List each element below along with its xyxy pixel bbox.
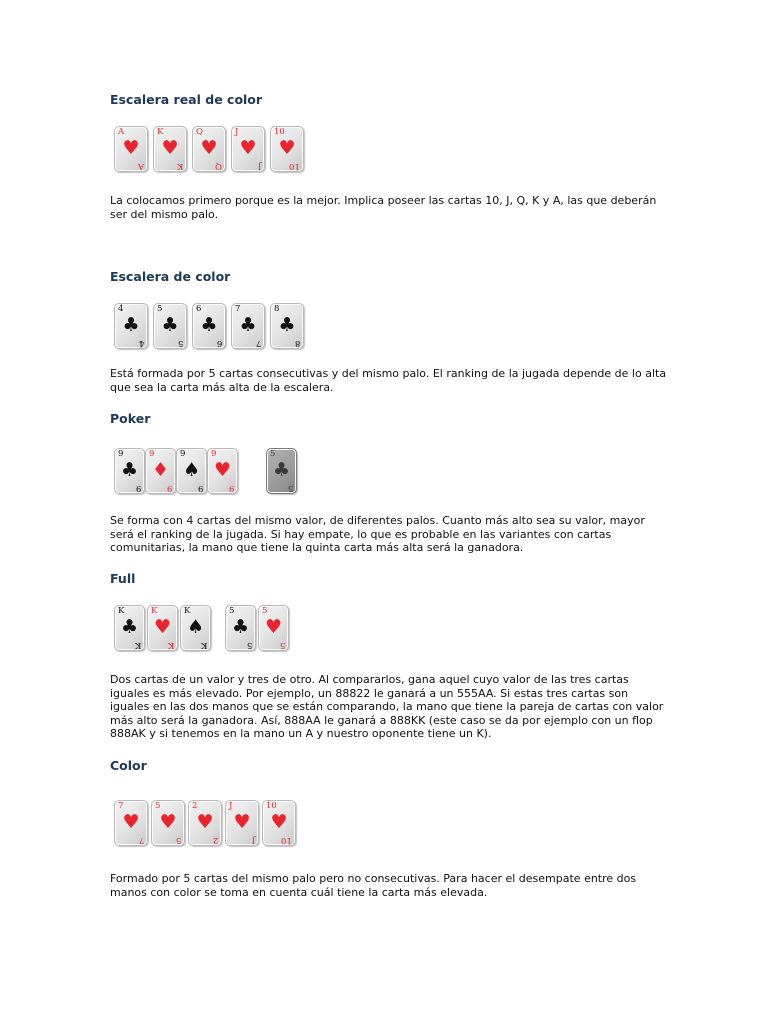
section-text: Dos cartas de un valor y tres de otro. Al compararlos, gana aquel cuyo valor de las tres cartas iguales es más elevado. Por ejemplo, un 88822 le ganará a un 555AA. Si estas tres cartas son iguales en las dos manos que se están comparando, la mano que tiene la pareja de cartas con valor más alto será la ganadora. Así, 888AA le ganará a 888KK (este caso se da por ejemplo con un flop 888AK y si tenemos en la mano un A y nuestro oponente tiene un K). — [110, 673, 664, 740]
card-rank: 4 — [138, 338, 144, 348]
card-rank: 9 — [118, 449, 124, 459]
section-title: Escalera real de color — [110, 92, 263, 107]
card-rank: 6 — [196, 304, 202, 314]
card-rank: 10 — [274, 127, 285, 137]
playing-card — [225, 605, 256, 651]
club-icon: ♣ — [120, 459, 139, 481]
playing-card — [207, 448, 238, 494]
playing-card — [114, 448, 145, 494]
card-rank: 5 — [155, 801, 161, 811]
playing-card — [188, 800, 222, 846]
card-row — [114, 303, 304, 349]
card-rank: 9 — [135, 483, 141, 493]
card-rank: K — [176, 161, 183, 171]
card-rank: 6 — [216, 338, 222, 348]
card-rank: K — [134, 640, 141, 650]
heart-icon: ♥ — [122, 811, 140, 833]
club-icon: ♣ — [122, 314, 140, 336]
section-title: Poker — [110, 411, 151, 426]
section-text: Está formada por 5 cartas consecutivas y del mismo palo. El ranking de la jugada depende de lo alta que sea la carta más alta de la escalera. — [110, 367, 667, 394]
card-rank: J — [257, 161, 261, 171]
section-text: La colocamos primero porque es la mejor. Implica poseer las cartas 10, J, Q, K y A, las que deberán ser del mismo palo. — [110, 194, 657, 221]
card-rank: 9 — [228, 483, 234, 493]
card-rank: 5 — [175, 835, 181, 845]
club-icon: ♣ — [278, 314, 296, 336]
heart-icon: ♥ — [159, 811, 177, 833]
card-rank: 9 — [149, 449, 155, 459]
card-rank: 9 — [166, 483, 172, 493]
playing-card — [192, 126, 226, 172]
card-rank: 5 — [157, 304, 163, 314]
card-rank: 5 — [262, 606, 268, 616]
section-title: Full — [110, 571, 136, 586]
card-rank: 4 — [118, 304, 124, 314]
playing-card — [153, 303, 187, 349]
section-text: Formado por 5 cartas del mismo palo pero no consecutivas. Para hacer el desempate entre dos manos con color se toma en cuenta cuál tiene la carta más elevada. — [110, 872, 637, 899]
playing-card — [192, 303, 226, 349]
card-rank: 5 — [287, 483, 293, 493]
card-rank: 8 — [294, 338, 300, 348]
club-icon: ♣ — [272, 459, 291, 481]
section-text: Se forma con 4 cartas del mismo valor, de diferentes palos. Cuanto más alto sea su valor, mayor será el ranking de la jugada. Si hay empate, lo que es probable en las variantes con cartas comunitarias, la mano que tiene la quinta carta más alta será la ganadora. — [110, 514, 645, 554]
card-rank: 5 — [279, 640, 285, 650]
card-rank: 5 — [270, 449, 276, 459]
card-rank: 9 — [197, 483, 203, 493]
card-rank: Q — [215, 161, 222, 171]
playing-card — [145, 448, 176, 494]
card-rank: 7 — [138, 835, 144, 845]
heart-icon: ♥ — [196, 811, 214, 833]
card-rank: K — [200, 640, 207, 650]
card-rank: K — [118, 606, 125, 616]
card-row — [114, 605, 304, 651]
card-rank: 10 — [289, 161, 300, 171]
spade-icon: ♠ — [186, 616, 205, 638]
card-rank: K — [184, 606, 191, 616]
playing-card — [231, 126, 265, 172]
card-row — [114, 448, 304, 494]
card-rank: 10 — [281, 835, 292, 845]
card-rank: 5 — [177, 338, 183, 348]
playing-card — [225, 800, 259, 846]
card-rank: 7 — [235, 304, 241, 314]
heart-icon: ♥ — [153, 616, 172, 638]
card-rank: 5 — [229, 606, 235, 616]
playing-card — [270, 126, 304, 172]
heart-icon: ♥ — [233, 811, 251, 833]
card-rank: A — [118, 127, 125, 137]
card-rank: Q — [196, 127, 203, 137]
club-icon: ♣ — [200, 314, 218, 336]
playing-card — [114, 126, 148, 172]
playing-card — [114, 605, 145, 651]
club-icon: ♣ — [231, 616, 250, 638]
spade-icon: ♠ — [182, 459, 201, 481]
heart-icon: ♥ — [270, 811, 288, 833]
heart-icon: ♥ — [278, 137, 296, 159]
playing-card — [258, 605, 289, 651]
playing-card — [270, 303, 304, 349]
section-title: Color — [110, 758, 147, 773]
card-rank: 7 — [255, 338, 261, 348]
section-title: Escalera de color — [110, 269, 231, 284]
card-rank: A — [137, 161, 144, 171]
playing-card — [151, 800, 185, 846]
heart-icon: ♥ — [122, 137, 140, 159]
heart-icon: ♥ — [264, 616, 283, 638]
club-icon: ♣ — [239, 314, 257, 336]
card-rank: 8 — [274, 304, 280, 314]
card-rank: K — [157, 127, 164, 137]
card-rank: 2 — [212, 835, 218, 845]
card-row — [114, 126, 304, 172]
playing-card — [231, 303, 265, 349]
heart-icon: ♥ — [200, 137, 218, 159]
card-rank: 2 — [192, 801, 198, 811]
playing-card — [153, 126, 187, 172]
card-rank: 10 — [266, 801, 277, 811]
playing-card — [180, 605, 211, 651]
card-rank: 9 — [211, 449, 217, 459]
card-rank: 9 — [180, 449, 186, 459]
heart-icon: ♥ — [239, 137, 257, 159]
card-row — [114, 800, 304, 846]
card-rank: J — [251, 835, 255, 845]
playing-card — [114, 800, 148, 846]
card-rank: 5 — [246, 640, 252, 650]
playing-card — [262, 800, 296, 846]
diamond-icon: ♦ — [151, 459, 170, 481]
card-rank: J — [235, 127, 239, 137]
playing-card — [176, 448, 207, 494]
card-rank: J — [229, 801, 233, 811]
playing-card — [147, 605, 178, 651]
heart-icon: ♥ — [213, 459, 232, 481]
playing-card — [266, 448, 297, 494]
card-rank: K — [167, 640, 174, 650]
card-rank: K — [151, 606, 158, 616]
club-icon: ♣ — [161, 314, 179, 336]
card-rank: 7 — [118, 801, 124, 811]
playing-card — [114, 303, 148, 349]
club-icon: ♣ — [120, 616, 139, 638]
heart-icon: ♥ — [161, 137, 179, 159]
